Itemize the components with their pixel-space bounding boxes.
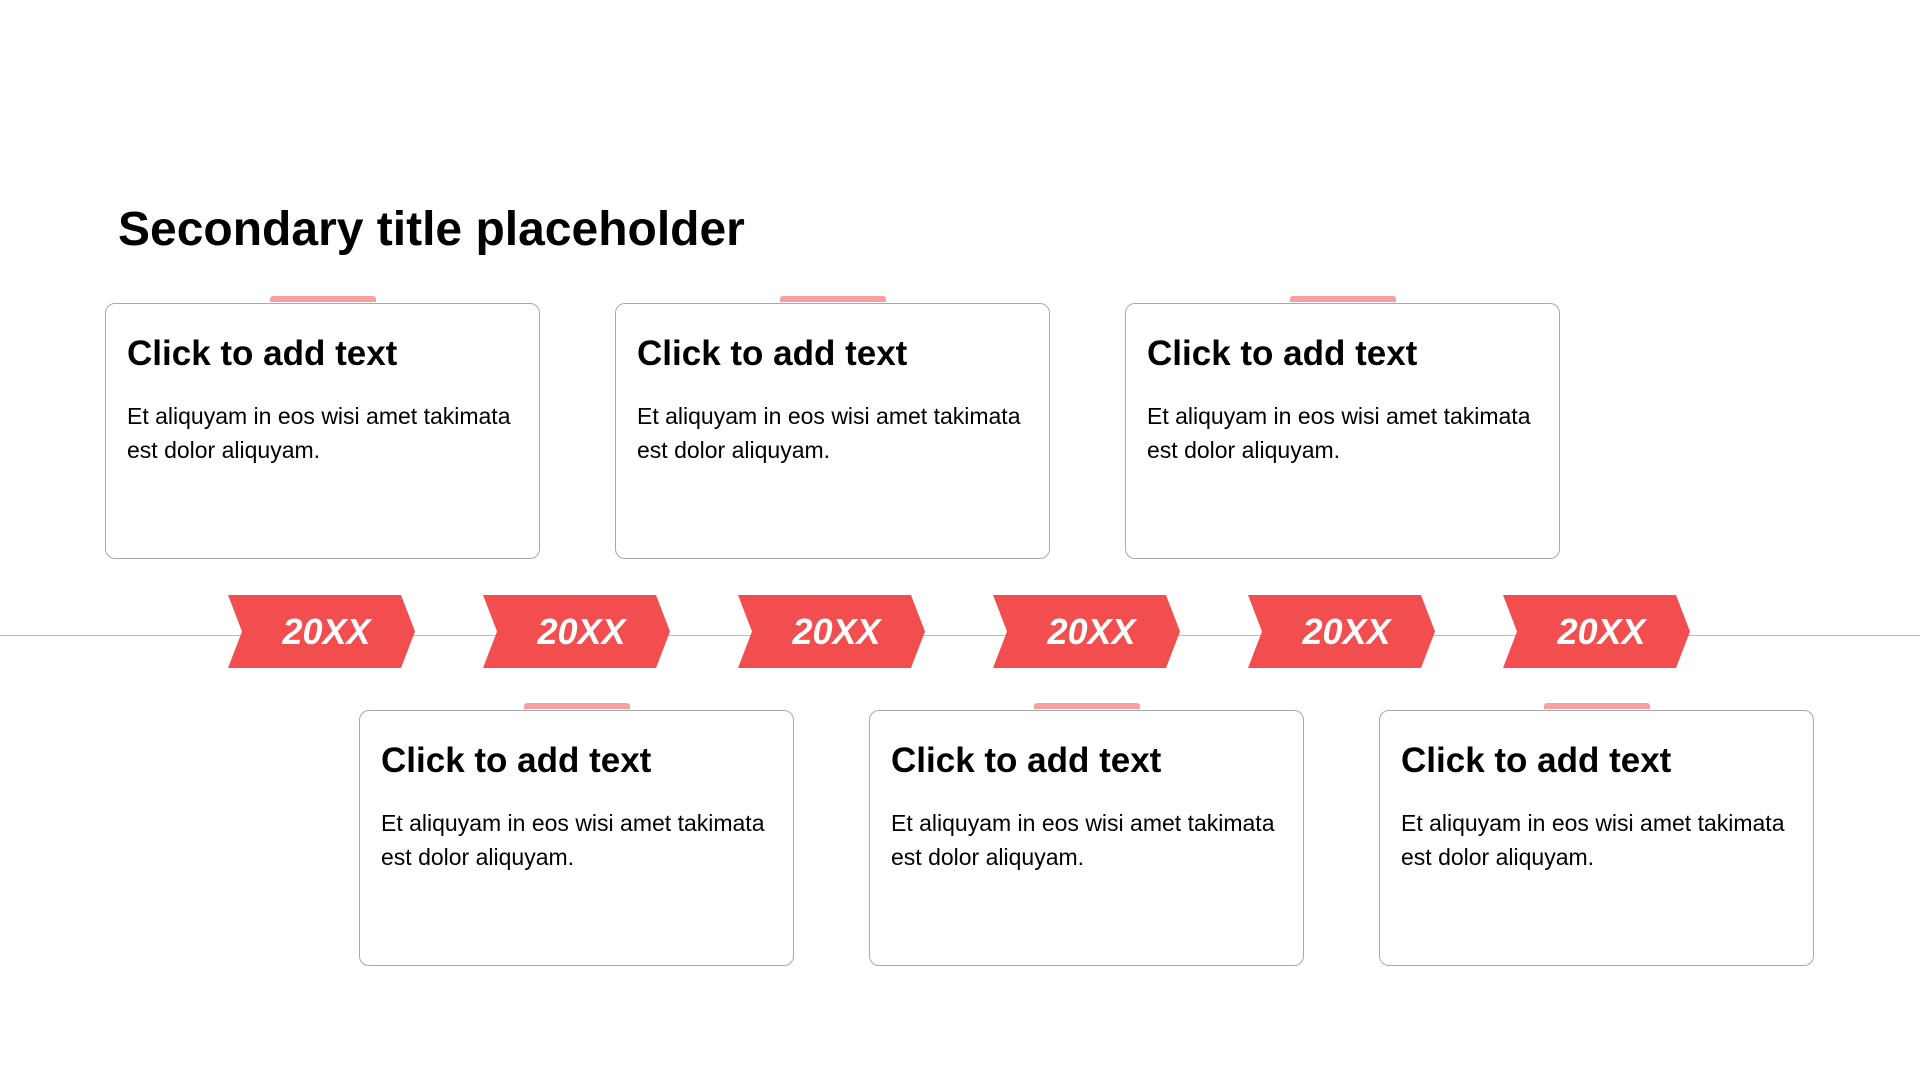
card-heading[interactable]: Click to add text: [637, 334, 908, 373]
milestone-label: 20XX: [792, 610, 881, 652]
milestone-chevron-5[interactable]: [1248, 595, 1435, 668]
card-tab: [1290, 296, 1396, 302]
milestone-label: 20XX: [282, 610, 371, 652]
milestone-chevron-3[interactable]: [738, 595, 925, 668]
card-top-2[interactable]: [615, 303, 1050, 559]
card-body-text[interactable]: Et aliquyam in eos wisi amet takimata est dolor aliquyam.: [891, 810, 1275, 870]
card-heading[interactable]: Click to add text: [1147, 334, 1418, 373]
milestone-label: 20XX: [1302, 610, 1391, 652]
milestone-label: 20XX: [1047, 610, 1136, 652]
card-tab: [1034, 703, 1140, 709]
card-body-text[interactable]: Et aliquyam in eos wisi amet takimata est dolor aliquyam.: [637, 403, 1021, 463]
card-body-text[interactable]: Et aliquyam in eos wisi amet takimata est dolor aliquyam.: [1147, 403, 1531, 463]
card-bottom-2[interactable]: [869, 710, 1304, 966]
milestone-chevron-4[interactable]: [993, 595, 1180, 668]
card-tab: [524, 703, 630, 709]
card-heading[interactable]: Click to add text: [381, 741, 652, 780]
card-heading[interactable]: Click to add text: [1401, 741, 1672, 780]
slide-title[interactable]: Secondary title placeholder: [118, 203, 745, 256]
card-tab: [1544, 703, 1650, 709]
card-bottom-1[interactable]: [359, 710, 794, 966]
card-body-text[interactable]: Et aliquyam in eos wisi amet takimata est dolor aliquyam.: [127, 403, 511, 463]
card-top-1[interactable]: [105, 303, 540, 559]
milestone-label: 20XX: [1557, 610, 1646, 652]
card-tab: [780, 296, 886, 302]
card-body-text[interactable]: Et aliquyam in eos wisi amet takimata est dolor aliquyam.: [381, 810, 765, 870]
milestone-chevron-1[interactable]: [228, 595, 415, 668]
milestone-chevron-2[interactable]: [483, 595, 670, 668]
card-bottom-3[interactable]: [1379, 710, 1814, 966]
card-heading[interactable]: Click to add text: [891, 741, 1162, 780]
card-body-text[interactable]: Et aliquyam in eos wisi amet takimata est dolor aliquyam.: [1401, 810, 1785, 870]
milestone-label: 20XX: [537, 610, 626, 652]
milestone-chevron-6[interactable]: [1503, 595, 1690, 668]
card-heading[interactable]: Click to add text: [127, 334, 398, 373]
card-tab: [270, 296, 376, 302]
card-top-3[interactable]: [1125, 303, 1560, 559]
